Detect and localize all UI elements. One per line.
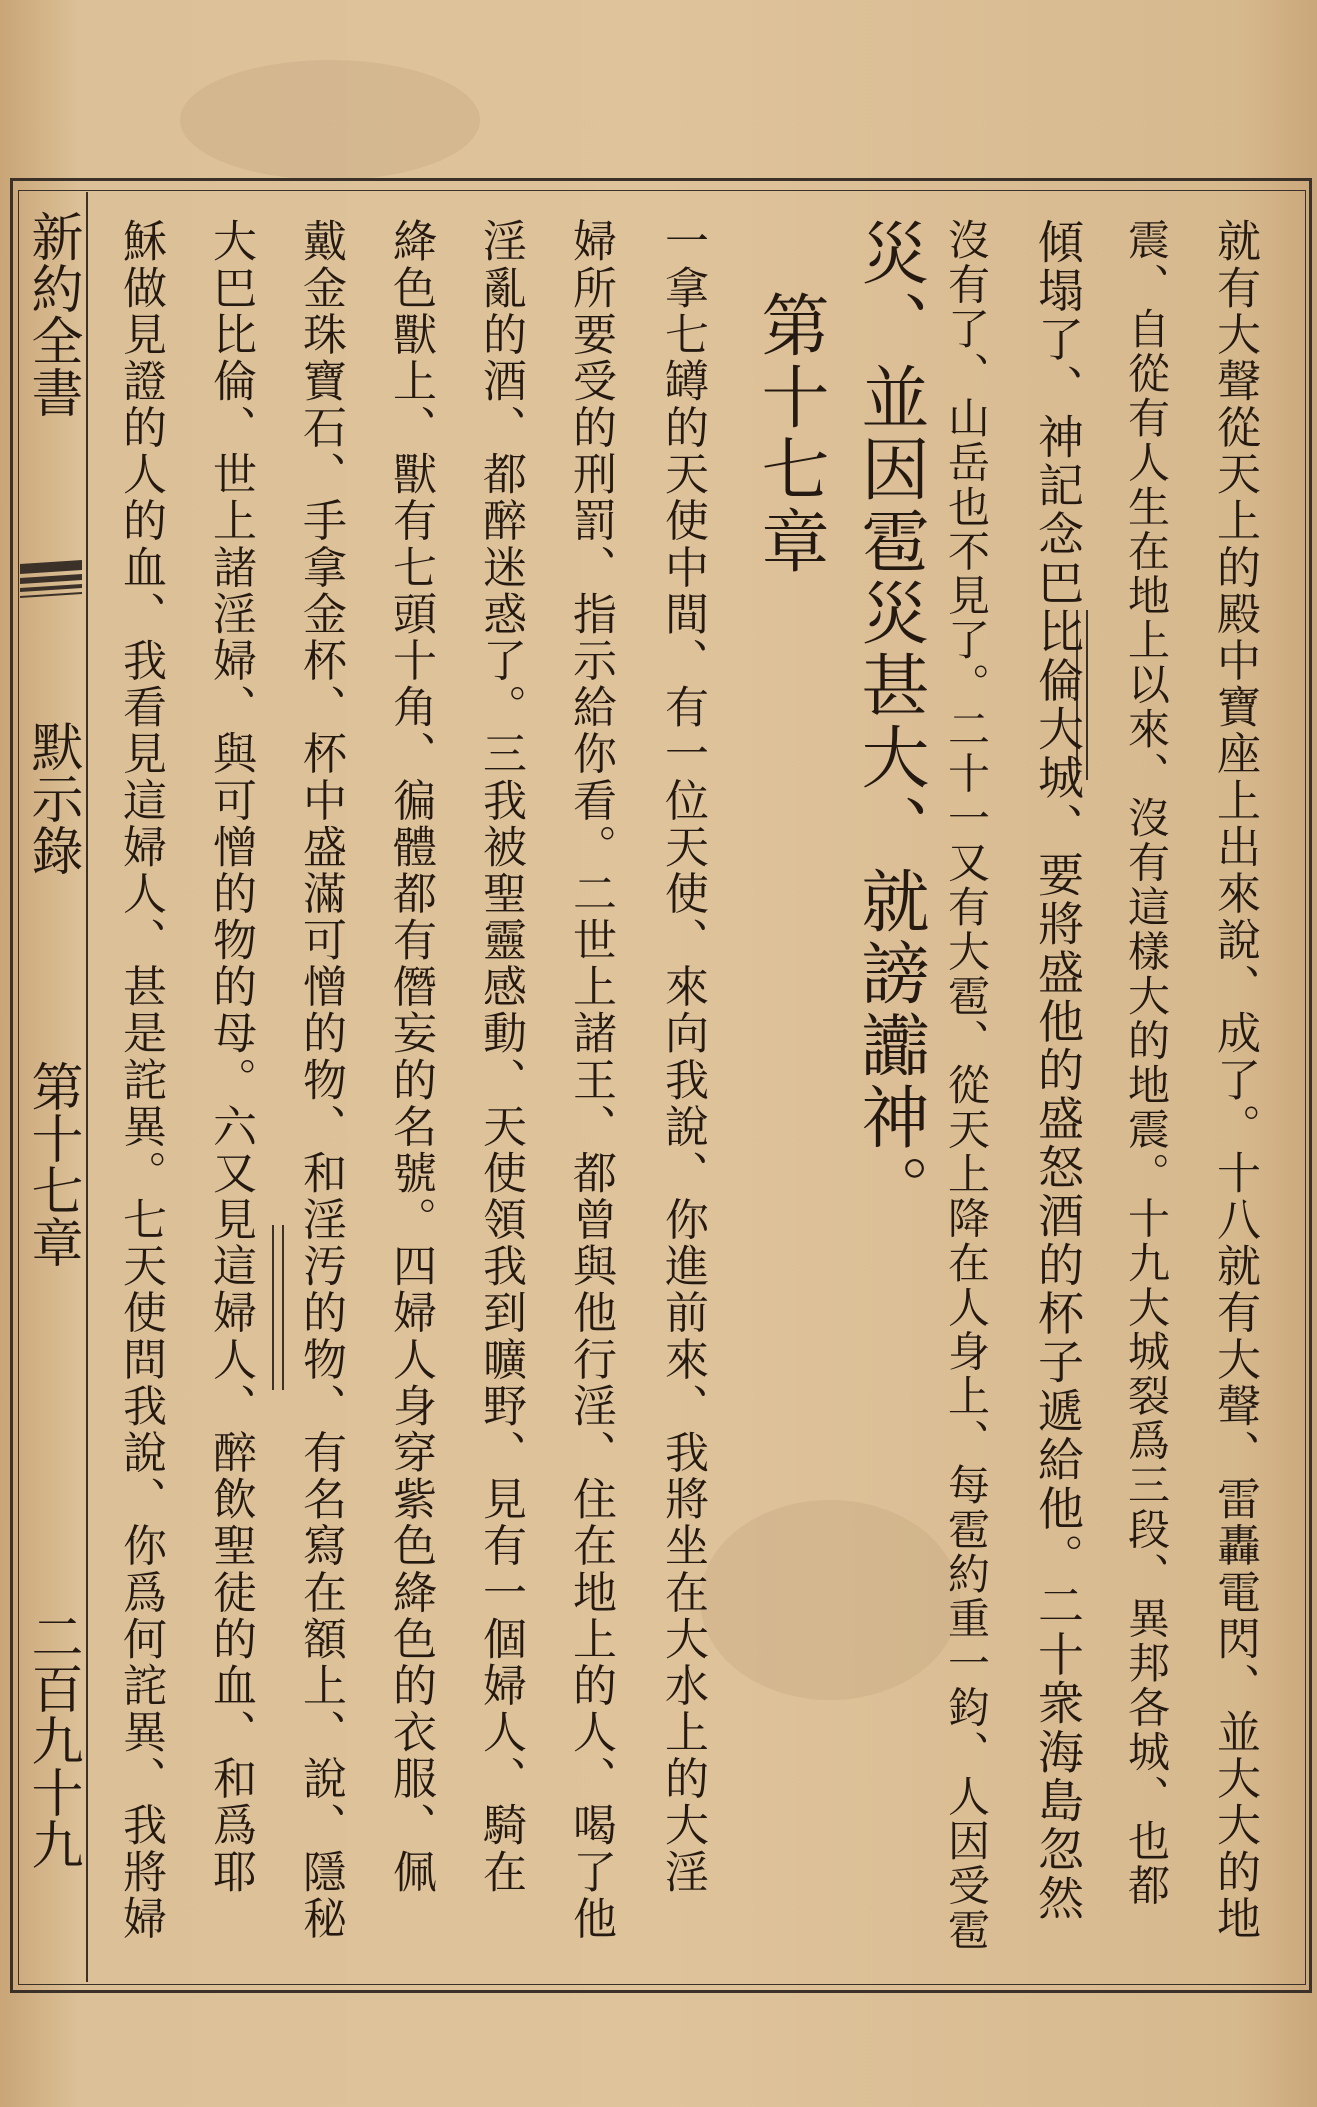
proper-name-marker [272, 1225, 284, 1390]
chapter-label: 第十七章 [22, 1060, 82, 1268]
text-column: 大巴比倫、世上諸淫婦、與可憎的物的母。六又見這婦人、醉飲聖徒的血、和爲耶 [205, 218, 256, 1896]
text-column: 震、自從有人生在地上以來、沒有這樣大的地震。十九大城裂爲三段、異邦各城、也都 [1122, 218, 1171, 1908]
text-column: 絳色獸上、獸有七頭十角、徧體都有僭妄的名號。四婦人身穿紫色絳色的衣服、佩 [385, 218, 436, 1896]
chapter-heading: 第十七章 [750, 290, 829, 578]
book-section: 默示錄 [22, 720, 82, 876]
text-column: 戴金珠寶石、手拿金杯、杯中盛滿可憎的物、和淫汚的物、有名寫在額上、說、隱秘 [295, 218, 346, 1942]
text-column: 婦所要受的刑罰、指示給你看。二世上諸王、都曾與他行淫、住在地上的人、喝了他 [565, 218, 616, 1942]
paper-stain [180, 60, 480, 180]
text-column: 就有大聲從天上的殿中寶座上出來說、成了。十八就有大聲、雷轟電閃、並大大的地 [1209, 218, 1260, 1942]
fishtail-ornament-icon [18, 558, 84, 610]
text-column: 災、並因雹災甚大、就謗讟神。 [850, 218, 929, 1226]
text-column: 沒有了、山岳也不見了。二十一又有大雹、從天上降在人身上、每雹約重一鈞、人因受雹 [942, 218, 991, 1953]
book-title: 新約全書 [22, 210, 82, 418]
text-column: 穌做見證的人的血、我看見這婦人、甚是詫異。七天使問我說、你爲何詫異、我將婦 [115, 218, 166, 1942]
page-number: 二百九十九 [22, 1610, 82, 1870]
margin-rule [86, 192, 88, 1982]
text-column: 傾塌了、神記念巴比倫大城、要將盛他的盛怒酒的杯子遞給他。二十衆海島忽然 [1031, 218, 1085, 1923]
text-column: 淫亂的酒、都醉迷惑了。三我被聖靈感動、天使領我到曠野、見有一個婦人、騎在 [475, 218, 526, 1896]
text-column: 一拿七罇的天使中間、有一位天使、來向我說、你進前來、我將坐在大水上的大淫 [657, 218, 708, 1896]
